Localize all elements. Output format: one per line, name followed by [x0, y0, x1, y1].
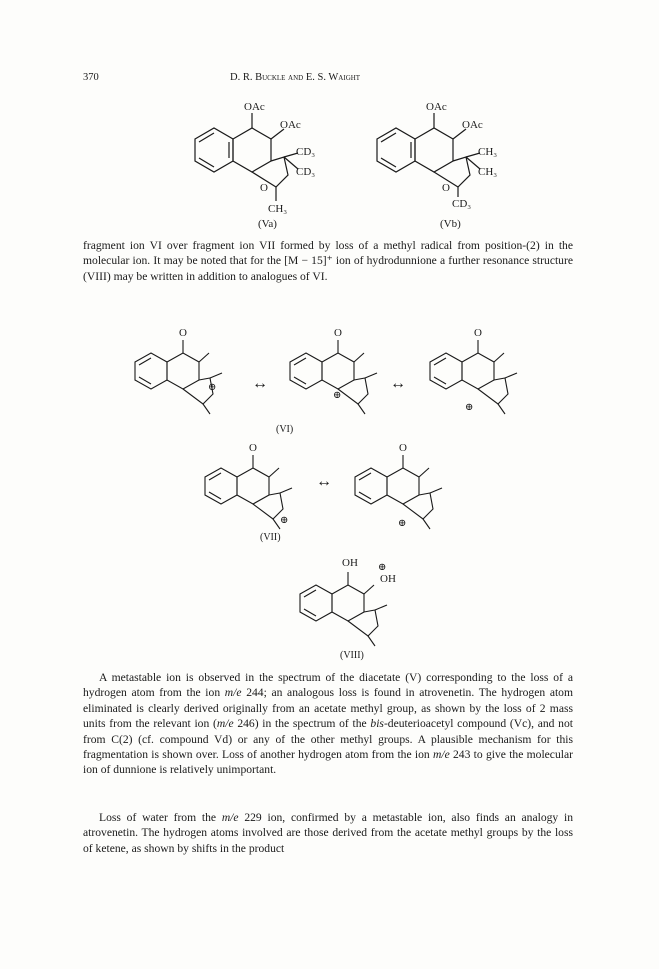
- va-o: O: [260, 182, 268, 194]
- paragraph-2: [83, 670, 573, 778]
- paragraph-3: [83, 810, 573, 856]
- vi-label: (VI): [276, 424, 294, 435]
- vi-o-3: O: [474, 327, 482, 339]
- p2-mz2: m/e: [216, 717, 234, 731]
- va-cd3a: CD₃: [296, 146, 316, 158]
- vi-structure-2: [290, 340, 377, 414]
- vi-plus-3: ⊕: [465, 402, 474, 413]
- running-header: D. R. Buckle and E. S. Waight: [230, 72, 361, 83]
- p2-s1b: 244; an analogous loss is found in atrovenetin. The hydrogen atom eliminated is clearly derived originally from an acetate methyl group, as shown by the loss of 2 mass units from the relevant ion (: [83, 686, 573, 731]
- vi-plus-1: ⊕: [208, 382, 217, 393]
- vii-label: (VII): [260, 532, 281, 543]
- viii-plus: ⊕: [378, 562, 387, 573]
- p2-s3: -deuterioacetyl compound (Vc), and not from C(2) (cf. compound Vd) or any of the other methyl groups. A plausible mechanism for this fragmentation is shown over. Loss of another hydrogen atom from the ion: [83, 717, 573, 762]
- vi-plus-2: ⊕: [333, 390, 342, 401]
- vb-ch3b: CH₃: [478, 166, 498, 178]
- paragraph-1-text: fragment ion VI over fragment ion VII formed by loss of a methyl radical from position-(2) in the molecular ion. It may be noted that for the [M − 15]⁺ ion of hydrodunnione a further resonance structure (VIII) may be written in addition to analogues of VI.: [83, 239, 573, 283]
- vii-o-1: O: [249, 442, 257, 454]
- arrow-3: ↔: [316, 473, 332, 490]
- p2-s4: 243 to give the molecular ion of dunnione is relatively unimportant.: [83, 748, 573, 777]
- vb-label: (Vb): [440, 218, 461, 230]
- va-oac2: OAc: [280, 119, 301, 131]
- p2-bis: bis: [370, 717, 384, 731]
- vb-o: O: [442, 182, 450, 194]
- arrow-1: ↔: [252, 375, 268, 392]
- p2-mz1: m/e: [224, 686, 242, 700]
- vii-plus-2: ⊕: [398, 518, 407, 529]
- vii-plus-1: ⊕: [280, 515, 289, 526]
- va-cd3b: CD₃: [296, 166, 316, 178]
- vb-oac1: OAc: [426, 101, 447, 113]
- p3-mz: m/e: [221, 811, 239, 824]
- paragraph-2-text: [83, 670, 573, 778]
- viii-oh-2: OH: [380, 573, 396, 585]
- vi-o-2: O: [334, 327, 342, 339]
- resonance-scheme: [120, 318, 540, 663]
- arrow-2: ↔: [390, 375, 406, 392]
- vii-structure-1: [205, 455, 292, 529]
- va-oac1: OAc: [244, 101, 265, 113]
- p2-s1: A metastable ion is observed in the spectrum of the diacetate (V) corresponding to the loss of a hydrogen atom from the ion: [83, 671, 573, 700]
- va-label: (Va): [258, 218, 277, 230]
- paragraph-3-text: [83, 810, 573, 856]
- vb-ch3a: CH₃: [478, 146, 498, 158]
- structures-va-vb: [170, 95, 510, 230]
- vii-o-2: O: [399, 442, 407, 454]
- viii-label: (VIII): [340, 650, 364, 661]
- vb-cd3: CD₃: [452, 198, 472, 210]
- paragraph-1: [83, 238, 573, 284]
- p3-s2: 229 ion, confirmed by a metastable ion, also finds an analogy in atrovenetin. The hydrogen atoms involved are those derived from the acetate methyl groups by the loss of ketene, as shown by shifts in the product: [83, 811, 573, 855]
- page-number: 370: [83, 72, 99, 83]
- vb-oac2: OAc: [462, 119, 483, 131]
- p2-s2b: 246) in the spectrum of the: [233, 717, 371, 731]
- vi-structure-1: [135, 340, 222, 414]
- va-ch3: CH₃: [268, 203, 288, 215]
- vi-o-1: O: [179, 327, 187, 339]
- viii-structure: [300, 572, 387, 646]
- viii-oh-1: OH: [342, 557, 358, 569]
- p2-mz3: m/e: [432, 748, 450, 762]
- vi-structure-3: [430, 340, 517, 414]
- p3-s1: Loss of water from the: [99, 811, 222, 824]
